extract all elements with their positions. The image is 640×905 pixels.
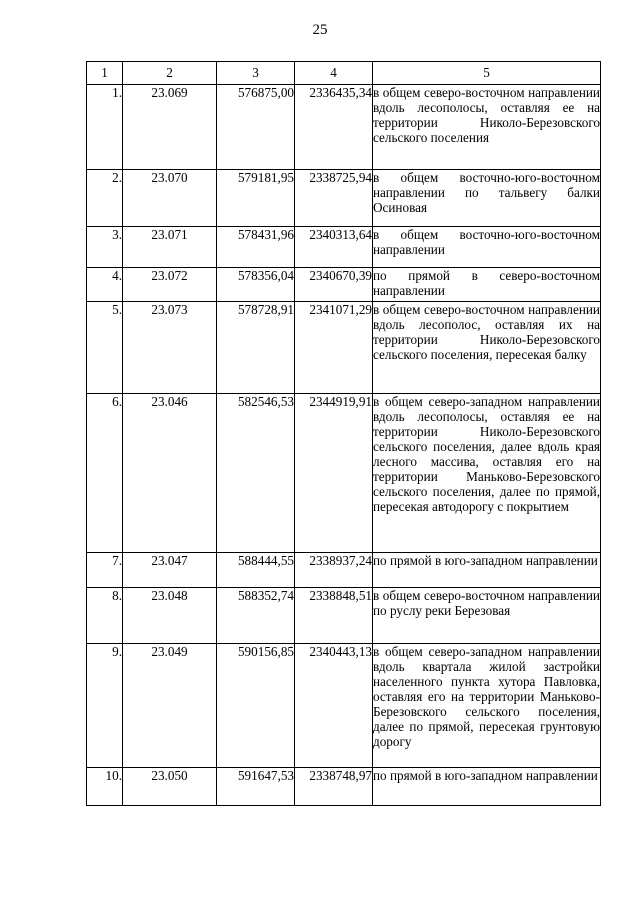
row-number: 6. bbox=[87, 394, 123, 553]
boundary-description: в общем восточно-юго-восточном направлении по тальвегу балки Осиновая bbox=[373, 170, 601, 227]
coordinate-x: 588352,74 bbox=[217, 588, 295, 644]
coordinate-x: 578356,04 bbox=[217, 268, 295, 302]
coordinate-x: 579181,95 bbox=[217, 170, 295, 227]
row-number: 8. bbox=[87, 588, 123, 644]
boundary-table bbox=[86, 61, 601, 806]
table-row bbox=[87, 85, 601, 170]
table-row bbox=[87, 227, 601, 268]
table-row bbox=[87, 768, 601, 806]
point-code: 23.047 bbox=[123, 553, 217, 588]
coordinate-x: 578431,96 bbox=[217, 227, 295, 268]
coordinate-y: 2340443,13 bbox=[295, 644, 373, 768]
boundary-description: по прямой в северо-восточном направлении bbox=[373, 268, 601, 302]
column-header: 1 bbox=[87, 62, 123, 85]
boundary-description: в общем северо-западном направлении вдоль лесополосы, оставляя ее на территории Николо-Березовского сельского поселения, далее вдоль края лесного массива, оставляя его на территории Маньково-Березовского сельского поселения, далее по прямой, пересекая автодорогу с покрытием bbox=[373, 394, 601, 553]
table-row bbox=[87, 170, 601, 227]
coordinate-y: 2341071,29 bbox=[295, 302, 373, 394]
boundary-description: в общем восточно-юго-восточном направлении bbox=[373, 227, 601, 268]
coordinate-y: 2338725,94 bbox=[295, 170, 373, 227]
coordinate-x: 588444,55 bbox=[217, 553, 295, 588]
coordinate-y: 2340313,64 bbox=[295, 227, 373, 268]
coordinate-y: 2338937,24 bbox=[295, 553, 373, 588]
point-code: 23.070 bbox=[123, 170, 217, 227]
boundary-description: по прямой в юго-западном направлении bbox=[373, 553, 601, 588]
column-header: 5 bbox=[373, 62, 601, 85]
point-code: 23.069 bbox=[123, 85, 217, 170]
coordinate-x: 578728,91 bbox=[217, 302, 295, 394]
boundary-description: в общем северо-восточном направлении по руслу реки Березовая bbox=[373, 588, 601, 644]
row-number: 9. bbox=[87, 644, 123, 768]
boundary-description: в общем северо-западном направлении вдоль квартала жилой застройки населенного пункта хутора Павловка, оставляя его на территории Маньково-Березовского сельского поселения, далее по прямой, пересекая грунтовую дорогу bbox=[373, 644, 601, 768]
coordinate-x: 582546,53 bbox=[217, 394, 295, 553]
boundary-description: в общем северо-восточном направлении вдоль лесополосы, оставляя ее на территории Николо-Березовского сельского поселения bbox=[373, 85, 601, 170]
coordinate-x: 590156,85 bbox=[217, 644, 295, 768]
point-code: 23.073 bbox=[123, 302, 217, 394]
boundary-description: в общем северо-восточном направлении вдоль лесополос, оставляя их на территории Николо-Березовского сельского поселения, пересекая балку bbox=[373, 302, 601, 394]
coordinate-y: 2340670,39 bbox=[295, 268, 373, 302]
row-number: 5. bbox=[87, 302, 123, 394]
row-number: 7. bbox=[87, 553, 123, 588]
table-header-row bbox=[87, 62, 601, 85]
coordinate-x: 576875,00 bbox=[217, 85, 295, 170]
table-row bbox=[87, 553, 601, 588]
row-number: 1. bbox=[87, 85, 123, 170]
table-row bbox=[87, 302, 601, 394]
page-number: 25 bbox=[312, 22, 328, 38]
point-code: 23.049 bbox=[123, 644, 217, 768]
row-number: 10. bbox=[87, 768, 123, 806]
point-code: 23.050 bbox=[123, 768, 217, 806]
table-row bbox=[87, 588, 601, 644]
point-code: 23.071 bbox=[123, 227, 217, 268]
column-header: 4 bbox=[295, 62, 373, 85]
row-number: 4. bbox=[87, 268, 123, 302]
column-header: 3 bbox=[217, 62, 295, 85]
row-number: 2. bbox=[87, 170, 123, 227]
coordinate-y: 2336435,34 bbox=[295, 85, 373, 170]
coordinate-y: 2338848,51 bbox=[295, 588, 373, 644]
point-code: 23.072 bbox=[123, 268, 217, 302]
table-row bbox=[87, 644, 601, 768]
row-number: 3. bbox=[87, 227, 123, 268]
boundary-description: по прямой в юго-западном направлении bbox=[373, 768, 601, 806]
point-code: 23.048 bbox=[123, 588, 217, 644]
table-row bbox=[87, 394, 601, 553]
coordinate-y: 2344919,91 bbox=[295, 394, 373, 553]
column-header: 2 bbox=[123, 62, 217, 85]
coordinate-y: 2338748,97 bbox=[295, 768, 373, 806]
point-code: 23.046 bbox=[123, 394, 217, 553]
coordinate-x: 591647,53 bbox=[217, 768, 295, 806]
table-row bbox=[87, 268, 601, 302]
